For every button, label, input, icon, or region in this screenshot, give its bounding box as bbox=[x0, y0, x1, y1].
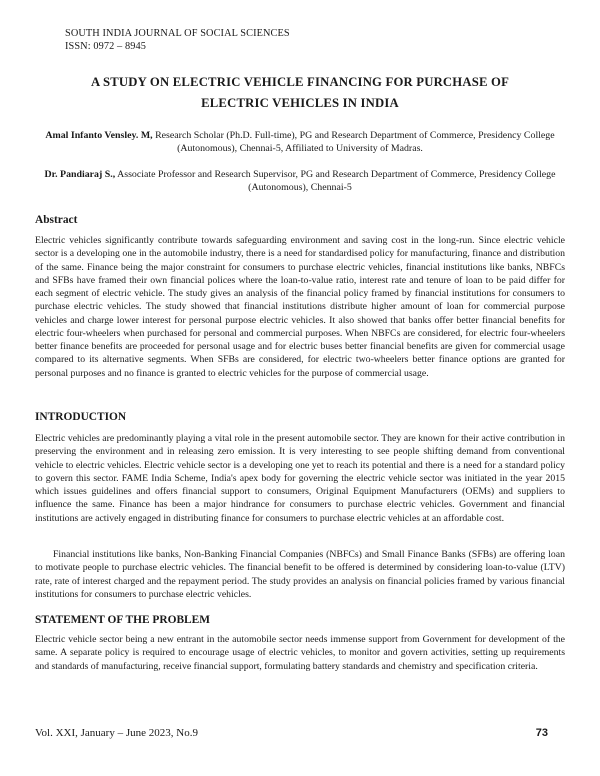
problem-heading: STATEMENT OF THE PROBLEM bbox=[35, 614, 211, 626]
author-1-name: Amal Infanto Vensley. M, bbox=[45, 130, 153, 141]
journal-header bbox=[65, 27, 290, 53]
page-number: 73 bbox=[535, 727, 548, 739]
author-2-name: Dr. Pandiaraj S., bbox=[44, 169, 116, 180]
author-2-affiliation: Associate Professor and Research Supervisor, PG and Research Department of Commerce, Presidency College (Autonomous), Chennai-5 bbox=[115, 169, 556, 194]
introduction-paragraph-2: Financial institutions like banks, Non-Banking Financial Companies (NBFCs) and Small Finance Banks (SFBs) are offering loan to motivate people to purchase electric vehicles. The financial benefit to be offered is determined by considering loan-to-value (LTV) rate, rate of interest charged and the repayment period. The study provides an analysis on financial policies framed by various financial institutions for consumers to purchase electric vehicles. bbox=[35, 549, 565, 600]
introduction-heading: INTRODUCTION bbox=[35, 411, 127, 423]
title-line-1: A STUDY ON ELECTRIC VEHICLE FINANCING FOR PURCHASE OF bbox=[90, 75, 510, 89]
title-line-2: ELECTRIC VEHICLES IN INDIA bbox=[201, 96, 399, 110]
author-2 bbox=[40, 168, 560, 194]
journal-name: SOUTH INDIA JOURNAL OF SOCIAL SCIENCES bbox=[65, 28, 290, 39]
author-1 bbox=[40, 129, 560, 155]
author-1-affiliation: Research Scholar (Ph.D. Full-time), PG and Research Department of Commerce, Presidency College (Autonomous), Chennai-5, Affiliated to University of Madras. bbox=[152, 130, 555, 155]
abstract-heading: Abstract bbox=[35, 214, 78, 226]
introduction-paragraph-1: Electric vehicles are predominantly playing a vital role in the present automobile sector. They are known for their active contribution in preserving the environment and in releasing zero emission. It is very interesting to see people shifting demand from conventional vehicle to electric vehicles. Electric vehicle sector is a developing one yet to reach its potential and there is a need for a standard policy to govern this sector. FAME India Scheme, India's apex body for governing the electric vehicle sector was initiated in the year 2015 which issues guidelines and offers financial support to consumers, Original Equipment Manufacturers (OEMs) and suppliers to influence the same. Finance has been a major hindrance for consumers to purchase electric vehicles. Government and financial institutions are actively engaged in distributing finance for consumers to purchase electric vehicles at an affordable cost. bbox=[35, 433, 565, 524]
footer-volume: Vol. XXI, January – June 2023, No.9 bbox=[35, 727, 198, 739]
journal-issn: ISSN: 0972 – 8945 bbox=[65, 41, 146, 52]
problem-paragraph: Electric vehicle sector being a new entrant in the automobile sector needs immense support from Government for development of the same. A separate policy is required to encourage usage of electric vehicles, to monitor and govern activities, setting up requirements and standards of manufacturing, receive financial support, formulating battery standards and chemistry and specification criteria. bbox=[35, 634, 565, 672]
paper-title bbox=[40, 72, 560, 114]
abstract-text: Electric vehicles significantly contribute towards safeguarding environment and saving cost in the long-run. Since electric vehicle sector is a developing one in the automobile industry, there is a need for standardised policy for manufacturing, finance and distribution of the same. Finance being the major constraint for consumers to purchase electric vehicles, financial institutions like banks, NBFCs and SFBs have framed their own financial polices where the loan-to-value ratio, interest rate and tenure of loan to be paid differ for each segment of electric vehicle. The study gives an analysis of the financial policy framed by financial institutions for consumers to purchase electric vehicles. The study showed that financial institutions distribute higher amount of loan for commercial purpose vehicles and charge lower interest for personal purpose electric vehicles. It also showed that banks offer better financial benefits for electric four-wheelers when purchased for personal and commercial purposes. When NBFCs are considered, for electric four-wheelers better finance benefits are proceeded for personal usage and for electric buses better financial benefits are given for commercial usage compared to its alternative segments. When SFBs are considered, for electric two-wheelers better finance options are granted for personal purposes and no finance is granted to electric vehicles for the purpose of commercial usage. bbox=[35, 235, 565, 379]
